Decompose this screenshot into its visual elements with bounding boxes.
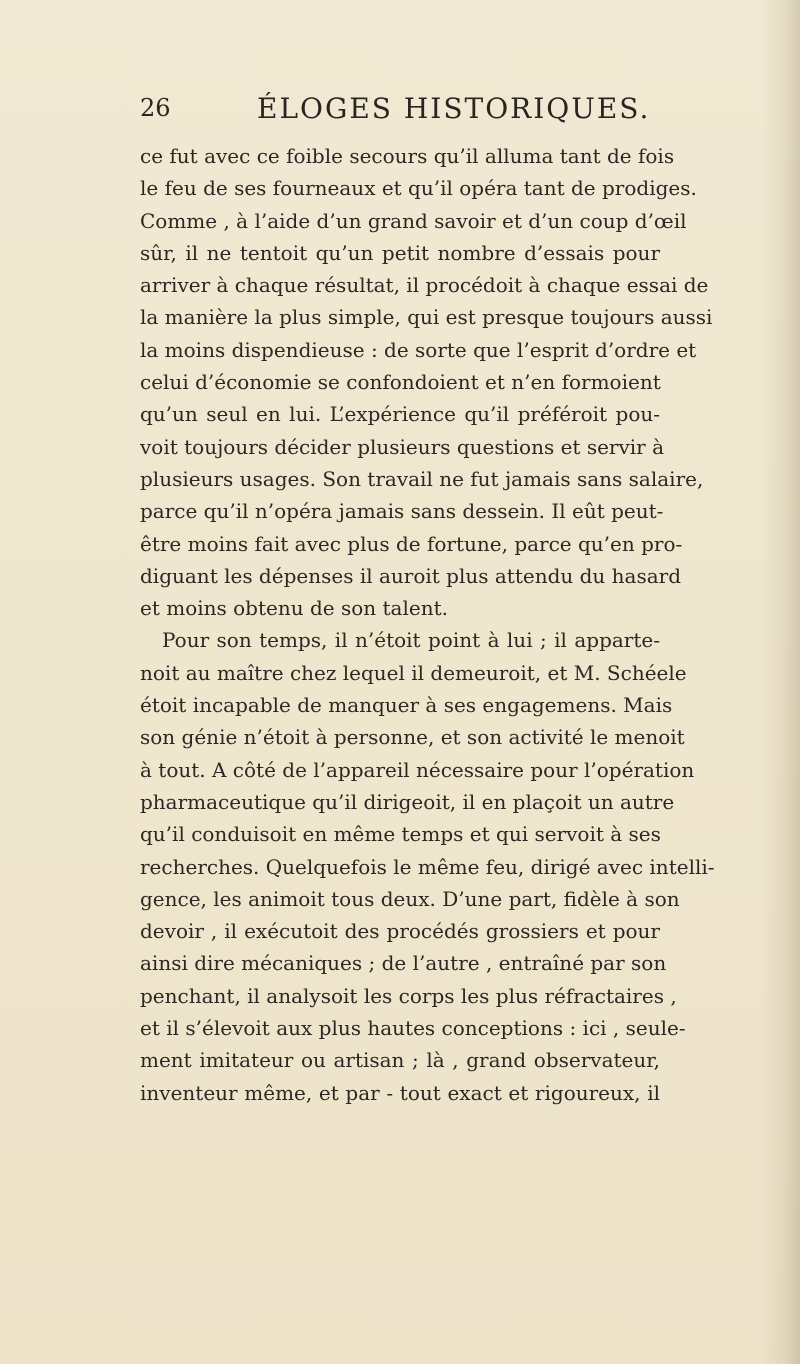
text-line: diguant les dépenses il auroit plus attendu du hasard (140, 563, 682, 588)
text-line: ce fut avec ce foible secours qu’il alluma tant de fois (140, 144, 675, 168)
text-line: devoir , il exécutoit des procédés grossiers et pour (140, 919, 660, 944)
text-line: ment imitateur ou artisan ; là , grand observateur, (140, 1048, 660, 1073)
text-line: le feu de ses fourneaux et qu’il opéra tant de prodiges. (140, 176, 697, 201)
page-number: 26 (140, 94, 171, 122)
text-line: voit toujours décider plusieurs questions et servir à (140, 434, 665, 459)
body-text (140, 140, 715, 1109)
text-line: être moins fait avec plus de fortune, parce qu’en pro- (140, 531, 683, 556)
text-line: la manière la plus simple, qui est presque toujours aussi (140, 305, 713, 330)
text-line: arriver à chaque résultat, il procédoit à chaque essai de (140, 273, 709, 298)
text-line: ainsi dire mécaniques ; de l’autre , entraîné par son (140, 951, 667, 976)
text-line: son génie n’étoit à personne, et son activité le menoit (140, 725, 685, 750)
text-line: celui d’économie se confondoient et n’en formoient (140, 370, 661, 395)
text-line: Comme , à l’aide d’un grand savoir et d’un coup d’œil (140, 208, 687, 233)
text-line: parce qu’il n’opéra jamais sans dessein. Il eût peut- (140, 499, 664, 524)
text-line: pharmaceutique qu’il dirigeoit, il en plaçoit un autre (140, 789, 675, 814)
running-title: ÉLOGES HISTORIQUES. (257, 92, 651, 125)
text-line: sûr, il ne tentoit qu’un petit nombre d’essais pour (140, 240, 660, 265)
text-line: étoit incapable de manquer à ses engagemens. Mais (140, 693, 673, 718)
text-line: noit au maître chez lequel il demeuroit, et M. Schéele (140, 660, 687, 685)
text-line: et moins obtenu de son talent. (140, 596, 448, 621)
text-line: inventeur même, et par - tout exact et rigoureux, il (140, 1080, 660, 1105)
text-line: recherches. Quelquefois le même feu, dirigé avec intelli- (140, 854, 715, 879)
text-line: qu’il conduisoit en même temps et qui servoit à ses (140, 822, 661, 847)
text-line: gence, les animoit tous deux. D’une part, fidèle à son (140, 886, 680, 911)
text-line: la moins dispendieuse : de sorte que l’esprit d’ordre et (140, 337, 697, 362)
paragraph-start-line: Pour son temps, il n’étoit point à lui ; il apparte- (162, 628, 660, 653)
text-line: et il s’élevoit aux plus hautes conceptions : ici , seule- (140, 1016, 686, 1041)
text-line: plusieurs usages. Son travail ne fut jamais sans salaire, (140, 466, 704, 491)
text-line: qu’un seul en lui. L’expérience qu’il préféroit pou- (140, 402, 660, 427)
text-line: penchant, il analysoit les corps les plus réfractaires , (140, 983, 677, 1008)
page-header (140, 92, 660, 132)
text-line: à tout. A côté de l’appareil nécessaire pour l’opération (140, 757, 695, 782)
